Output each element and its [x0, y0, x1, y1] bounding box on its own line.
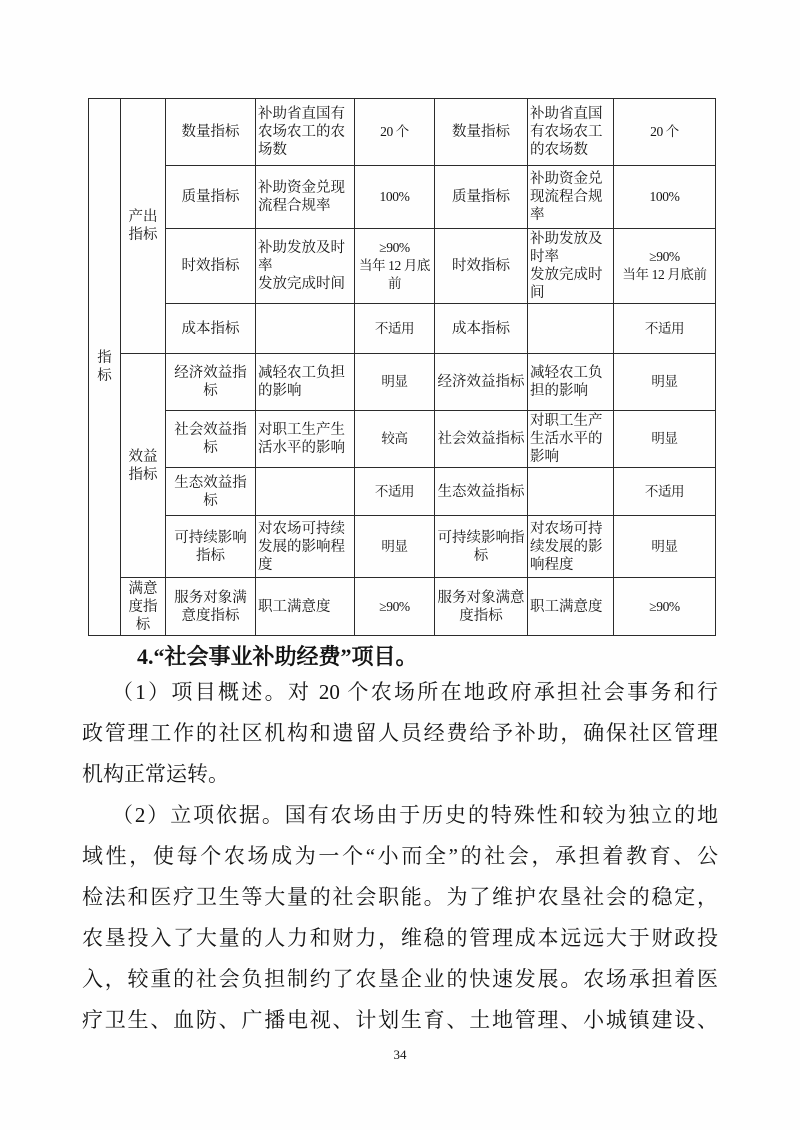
- cell-label: 质量指标: [435, 166, 528, 229]
- cell-label: 生态效益指标: [166, 468, 256, 516]
- paragraph-line: 检法和医疗卫生等大量的社会职能。为了维护农垦社会的稳定，: [82, 885, 718, 909]
- table-row: [89, 304, 716, 354]
- table-row: [89, 166, 716, 229]
- cell-desc: [256, 468, 355, 516]
- cell-value: 明显: [614, 354, 716, 411]
- cell-desc: 减轻农工负担的影响: [528, 354, 614, 411]
- cell-desc: [256, 304, 355, 354]
- section-heading: 4.“社会事业补助经费”项目。: [137, 644, 418, 669]
- cell-value: ≥90%: [614, 578, 716, 636]
- cell-value: 较高: [355, 411, 435, 468]
- cell-desc: 对职工生产生活水平的影响: [256, 411, 355, 468]
- cell-label: 数量指标: [435, 99, 528, 166]
- cell-value: ≥90%: [355, 578, 435, 636]
- table-row: [89, 411, 716, 468]
- cell-value: 100%: [614, 166, 716, 229]
- cell-label: 数量指标: [166, 99, 256, 166]
- cell-label: 服务对象满意度指标: [435, 578, 528, 636]
- cell-desc: [528, 304, 614, 354]
- cell-value: ≥90% 当年 12 月底前: [614, 229, 716, 304]
- cell-desc: 对农场可持续发展的影响程度: [256, 516, 355, 578]
- cell-desc: [528, 468, 614, 516]
- cell-group-satisfaction: 满意度指标: [121, 578, 166, 636]
- table-row: [89, 468, 716, 516]
- cell-desc: 补助资金兑现流程合规率: [528, 166, 614, 229]
- cell-value: 不适用: [355, 468, 435, 516]
- paragraph-line: （2）立项依据。国有农场由于历史的特殊性和较为独立的地: [112, 803, 718, 827]
- cell-value: 不适用: [614, 304, 716, 354]
- cell-label: 社会效益指标: [166, 411, 256, 468]
- cell-value: 不适用: [614, 468, 716, 516]
- paragraph-line: 入，较重的社会负担制约了农垦企业的快速发展。农场承担着医: [82, 967, 718, 991]
- cell-value: 明显: [614, 516, 716, 578]
- cell-label: 经济效益指标: [166, 354, 256, 411]
- page-number: 34: [393, 1047, 407, 1062]
- cell-desc: 对农场可持续发展的影响程度: [528, 516, 614, 578]
- cell-value: 不适用: [355, 304, 435, 354]
- cell-desc: 减轻农工负担的影响: [256, 354, 355, 411]
- cell-desc: 对职工生产生活水平的影响: [528, 411, 614, 468]
- cell-desc: 补助发放及时率 发放完成时间: [528, 229, 614, 304]
- paragraph-line: 域性，使每个农场成为一个“小而全”的社会，承担着教育、公: [82, 844, 718, 868]
- cell-row-header: 指标: [89, 99, 121, 636]
- cell-label: 时效指标: [166, 229, 256, 304]
- cell-desc: 职工满意度: [528, 578, 614, 636]
- paragraph-line: 政管理工作的社区机构和遗留人员经费给予补助，确保社区管理: [82, 721, 718, 745]
- cell-desc: 补助省直国有农场农工的农场数: [256, 99, 355, 166]
- cell-group-output: 产出指标: [121, 99, 166, 354]
- cell-label: 服务对象满意度指标: [166, 578, 256, 636]
- cell-value: 明显: [355, 516, 435, 578]
- cell-label: 成本指标: [435, 304, 528, 354]
- cell-label: 可持续影响指标: [166, 516, 256, 578]
- body-text: [82, 630, 718, 1064]
- paragraph-line: 疗卫生、血防、广播电视、计划生育、土地管理、小城镇建设、: [82, 1008, 718, 1032]
- cell-label: 时效指标: [435, 229, 528, 304]
- table-row: [89, 516, 716, 578]
- cell-label: 可持续影响指标: [435, 516, 528, 578]
- cell-value: 20 个: [355, 99, 435, 166]
- table-row: [89, 578, 716, 636]
- cell-label: 生态效益指标: [435, 468, 528, 516]
- cell-desc: 职工满意度: [256, 578, 355, 636]
- cell-value: 明显: [355, 354, 435, 411]
- table-row: [89, 99, 716, 166]
- cell-label: 质量指标: [166, 166, 256, 229]
- cell-value: 20 个: [614, 99, 716, 166]
- cell-label: 经济效益指标: [435, 354, 528, 411]
- cell-value: 明显: [614, 411, 716, 468]
- paragraph-line: 机构正常运转。: [82, 762, 229, 786]
- paragraph-line: （1）项目概述。对 20 个农场所在地政府承担社会事务和行: [112, 680, 718, 704]
- cell-label: 成本指标: [166, 304, 256, 354]
- cell-desc: 补助资金兑现流程合规率: [256, 166, 355, 229]
- table-row: [89, 229, 716, 304]
- performance-indicator-table: [88, 98, 716, 636]
- cell-label: 社会效益指标: [435, 411, 528, 468]
- cell-value: ≥90% 当年 12 月底前: [355, 229, 435, 304]
- table-row: [89, 354, 716, 411]
- paragraph-line: 农垦投入了大量的人力和财力，维稳的管理成本远远大于财政投: [82, 926, 718, 950]
- cell-value: 100%: [355, 166, 435, 229]
- cell-group-benefit: 效益指标: [121, 354, 166, 578]
- cell-desc: 补助发放及时率 发放完成时间: [256, 229, 355, 304]
- cell-desc: 补助省直国有农场农工的农场数: [528, 99, 614, 166]
